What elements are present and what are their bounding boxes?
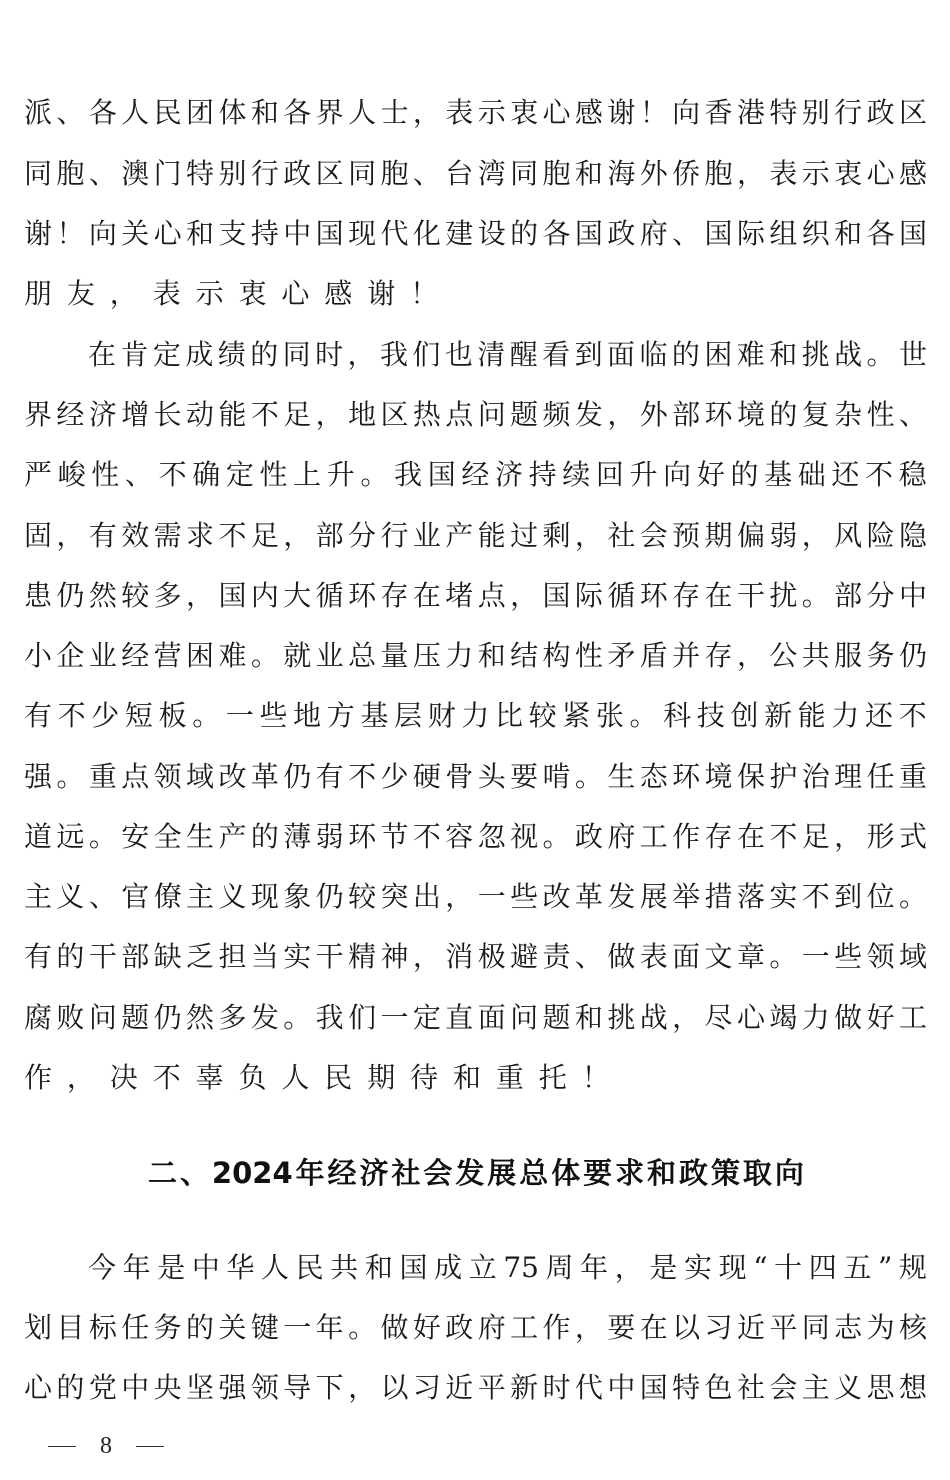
paragraph-line: 有 的 干 部 缺 乏 担 当 实 干 精 神 ， 消 极 避 责 、 做 表 面 文 章 。 一 些 领 域 xyxy=(24,940,927,973)
paragraph-line: 派 、 各 人 民 团 体 和 各 界 人 士 ， 表 示 衷 心 感 谢 ！ 向 香 港 特 别 行 政 区 xyxy=(24,96,927,129)
paragraph-line: 朋友，表示衷心感谢！ xyxy=(24,277,454,310)
paragraph-line: 强 。 重 点 领 域 改 革 仍 有 不 少 硬 骨 头 要 啃 。 生 态 环 境 保 护 治 理 任 重 xyxy=(24,760,927,793)
paragraph-line: 心 的 党 中 央 坚 强 领 导 下 ， 以 习 近 平 新 时 代 中 国 特 色 社 会 主 义 思 想 xyxy=(24,1371,927,1404)
page-number xyxy=(48,1432,164,1460)
paragraph-line: 谢 ！ 向 关 心 和 支 持 中 国 现 代 化 建 设 的 各 国 政 府 、 国 际 组 织 和 各 国 xyxy=(24,217,927,250)
paragraph-line: 划 目 标 任 务 的 关 键 一 年 。 做 好 政 府 工 作 ， 要 在 以 习 近 平 同 志 为 核 xyxy=(24,1311,927,1344)
paragraph-line: 道 远 。 安 全 生 产 的 薄 弱 环 节 不 容 忽 视 。 政 府 工 作 存 在 不 足 ， 形 式 xyxy=(24,820,927,853)
dash-right-icon xyxy=(136,1446,164,1447)
paragraph-line: 小 企 业 经 营 困 难 。 就 业 总 量 压 力 和 结 构 性 矛 盾 并 存 ， 公 共 服 务 仍 xyxy=(24,639,927,672)
paragraph-line: 在 肯 定 成 绩 的 同 时 ， 我 们 也 清 醒 看 到 面 临 的 困 难 和 挑 战 。 世 xyxy=(88,338,927,371)
paragraph-line: 腐 败 问 题 仍 然 多 发 。 我 们 一 定 直 面 问 题 和 挑 战 ， 尽 心 竭 力 做 好 工 xyxy=(24,1001,927,1034)
paragraph-line: 患 仍 然 较 多 ， 国 内 大 循 环 存 在 堵 点 ， 国 际 循 环 存 在 干 扰 。 部 分 中 xyxy=(24,579,927,612)
paragraph-line: 今 年 是 中 华 人 民 共 和 国 成 立 75 周 年 ， 是 实 现 “ 十 四 五 ” 规 xyxy=(88,1251,927,1284)
paragraph-line: 严 峻 性 、 不 确 定 性 上 升 。 我 国 经 济 持 续 回 升 向 好 的 基 础 还 不 稳 xyxy=(24,458,927,491)
paragraph-line: 主 义 、 官 僚 主 义 现 象 仍 较 突 出 ， 一 些 改 革 发 展 举 措 落 实 不 到 位 。 xyxy=(24,880,927,913)
paragraph-line: 界 经 济 增 长 动 能 不 足 ， 地 区 热 点 问 题 频 发 ， 外 部 环 境 的 复 杂 性 、 xyxy=(24,398,927,431)
dash-left-icon xyxy=(48,1446,76,1447)
section-heading: 二 、 2024 年 经 济 社 会 发 展 总 体 要 求 和 政 策 取 向 xyxy=(148,1156,804,1190)
paragraph-line: 固 ， 有 效 需 求 不 足 ， 部 分 行 业 产 能 过 剩 ， 社 会 预 期 偏 弱 ， 风 险 隐 xyxy=(24,519,927,552)
paragraph-line: 有 不 少 短 板 。 一 些 地 方 基 层 财 力 比 较 紧 张 。 科 技 创 新 能 力 还 不 xyxy=(24,699,927,732)
paragraph-line: 同 胞 、 澳 门 特 别 行 政 区 同 胞 、 台 湾 同 胞 和 海 外 侨 胞 ， 表 示 衷 心 感 xyxy=(24,157,927,190)
page-number-value: 8 xyxy=(100,1432,112,1459)
paragraph-line: 作，决不辜负人民期待和重托！ xyxy=(24,1061,625,1094)
